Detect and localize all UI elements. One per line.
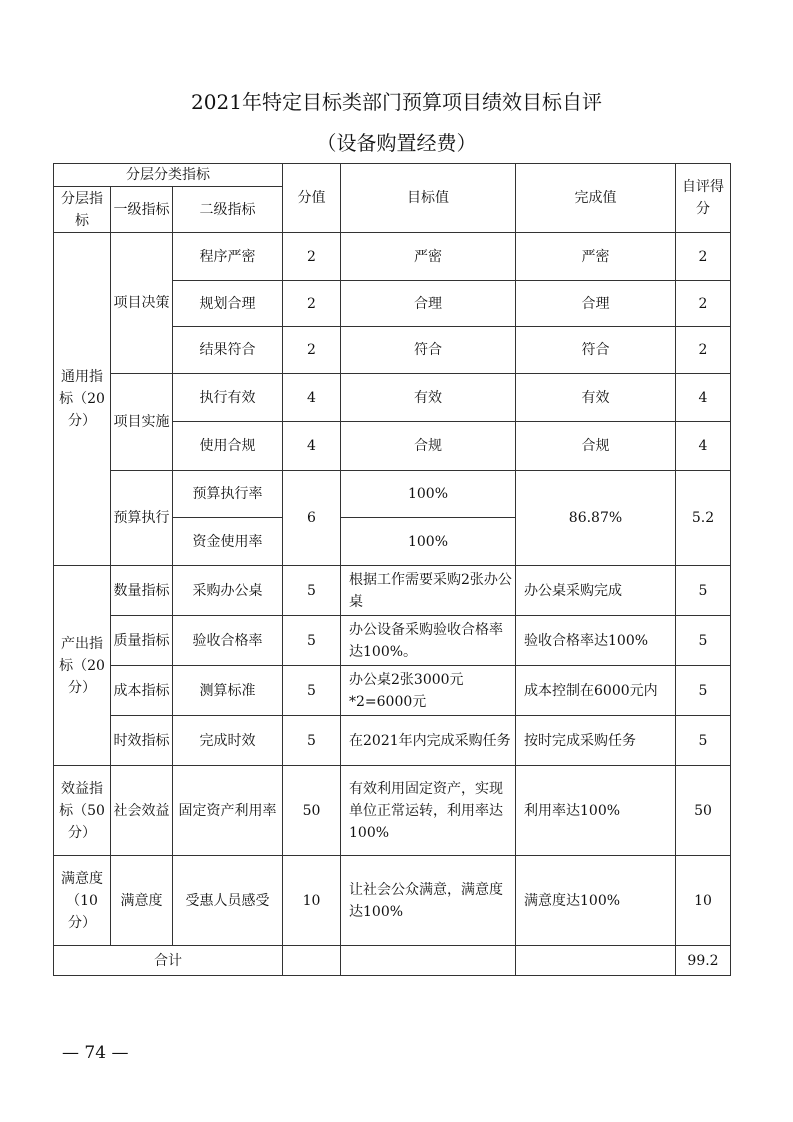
l2: 使用合规: [173, 422, 283, 471]
score: 50: [283, 766, 341, 856]
actual: 合理: [516, 281, 676, 327]
actual: 按时完成采购任务: [516, 716, 676, 766]
target: 在2021年内完成采购任务: [341, 716, 516, 766]
l1-quality: 质量指标: [111, 616, 173, 666]
actual: 验收合格率达100%: [516, 616, 676, 666]
total-row: [54, 946, 731, 976]
score: 4: [283, 374, 341, 422]
header-actual: 完成值: [516, 164, 676, 233]
self-score: 2: [676, 233, 731, 281]
score: 10: [283, 856, 341, 946]
score: 6: [283, 471, 341, 566]
document-title: 2021年特定目标类部门预算项目绩效目标自评: [191, 90, 602, 114]
actual: 合规: [516, 422, 676, 471]
l2: 采购办公桌: [173, 566, 283, 616]
empty-cell: [283, 946, 341, 976]
empty-cell: [341, 946, 516, 976]
self-score: 5: [676, 716, 731, 766]
category-output: 产出指标（20分）: [54, 566, 111, 766]
total-self-score: 99.2: [676, 946, 731, 976]
actual: 满意度达100%: [516, 856, 676, 946]
actual: 有效: [516, 374, 676, 422]
target: 让社会公众满意，满意度达100%: [341, 856, 516, 946]
l1-time: 时效指标: [111, 716, 173, 766]
page-number: — 74 —: [62, 1043, 129, 1063]
l1-cost: 成本指标: [111, 666, 173, 716]
target: 合理: [341, 281, 516, 327]
self-score: 4: [676, 374, 731, 422]
target: 办公设备采购验收合格率达100%。: [341, 616, 516, 666]
actual: 86.87%: [516, 471, 676, 566]
self-score: 4: [676, 422, 731, 471]
l2: 完成时效: [173, 716, 283, 766]
category-benefit: 效益指标（50分）: [54, 766, 111, 856]
l2: 规划合理: [173, 281, 283, 327]
score: 5: [283, 566, 341, 616]
l1-sat: 满意度: [111, 856, 173, 946]
self-score: 50: [676, 766, 731, 856]
l2: 执行有效: [173, 374, 283, 422]
category-satisfaction: 满意度（10分）: [54, 856, 111, 946]
l1-decision: 项目决策: [111, 233, 173, 374]
l1-impl: 项目实施: [111, 374, 173, 471]
l2: 验收合格率: [173, 616, 283, 666]
category-general: 通用指标（20分）: [54, 233, 111, 566]
table-row: [54, 766, 731, 856]
header-c2: 一级指标: [111, 187, 173, 233]
self-score: 5: [676, 566, 731, 616]
target: 严密: [341, 233, 516, 281]
score: 5: [283, 666, 341, 716]
actual: 严密: [516, 233, 676, 281]
header-row: [54, 164, 731, 187]
score: 5: [283, 716, 341, 766]
target: 根据工作需要采购2张办公桌: [341, 566, 516, 616]
header-target: 目标值: [341, 164, 516, 233]
l2: 固定资产利用率: [173, 766, 283, 856]
header-self: 自评得分: [676, 164, 731, 233]
actual: 符合: [516, 327, 676, 374]
table-row: [54, 374, 731, 422]
l2: 资金使用率: [173, 518, 283, 566]
score: 2: [283, 327, 341, 374]
self-score: 2: [676, 327, 731, 374]
performance-table: [53, 163, 731, 976]
table-row: [54, 233, 731, 281]
l2: 测算标准: [173, 666, 283, 716]
target: 符合: [341, 327, 516, 374]
table-row: [54, 666, 731, 716]
header-c1: 分层指标: [54, 187, 111, 233]
score: 2: [283, 233, 341, 281]
target: 100%: [341, 471, 516, 518]
self-score: 10: [676, 856, 731, 946]
l2: 程序严密: [173, 233, 283, 281]
table-row: [54, 616, 731, 666]
l2: 结果符合: [173, 327, 283, 374]
l1-qty: 数量指标: [111, 566, 173, 616]
target: 合规: [341, 422, 516, 471]
table-row: [54, 856, 731, 946]
self-score: 5.2: [676, 471, 731, 566]
actual: 办公桌采购完成: [516, 566, 676, 616]
actual: 利用率达100%: [516, 766, 676, 856]
document-subtitle: （设备购置经费）: [316, 131, 477, 155]
l2: 预算执行率: [173, 471, 283, 518]
table-row: [54, 566, 731, 616]
l2: 受惠人员感受: [173, 856, 283, 946]
table-row: [54, 471, 731, 518]
score: 2: [283, 281, 341, 327]
table-row: [54, 716, 731, 766]
actual: 成本控制在6000元内: [516, 666, 676, 716]
target: 有效: [341, 374, 516, 422]
self-score: 5: [676, 616, 731, 666]
empty-cell: [516, 946, 676, 976]
self-score: 5: [676, 666, 731, 716]
header-c3: 二级指标: [173, 187, 283, 233]
header-group: 分层分类指标: [54, 164, 283, 187]
self-score: 2: [676, 281, 731, 327]
l1-social: 社会效益: [111, 766, 173, 856]
score: 5: [283, 616, 341, 666]
l1-budget: 预算执行: [111, 471, 173, 566]
total-label: 合计: [54, 946, 283, 976]
header-score: 分值: [283, 164, 341, 233]
target: 有效利用固定资产，实现单位正常运转，利用率达100%: [341, 766, 516, 856]
score: 4: [283, 422, 341, 471]
target: 办公桌2张3000元*2=6000元: [341, 666, 516, 716]
target: 100%: [341, 518, 516, 566]
